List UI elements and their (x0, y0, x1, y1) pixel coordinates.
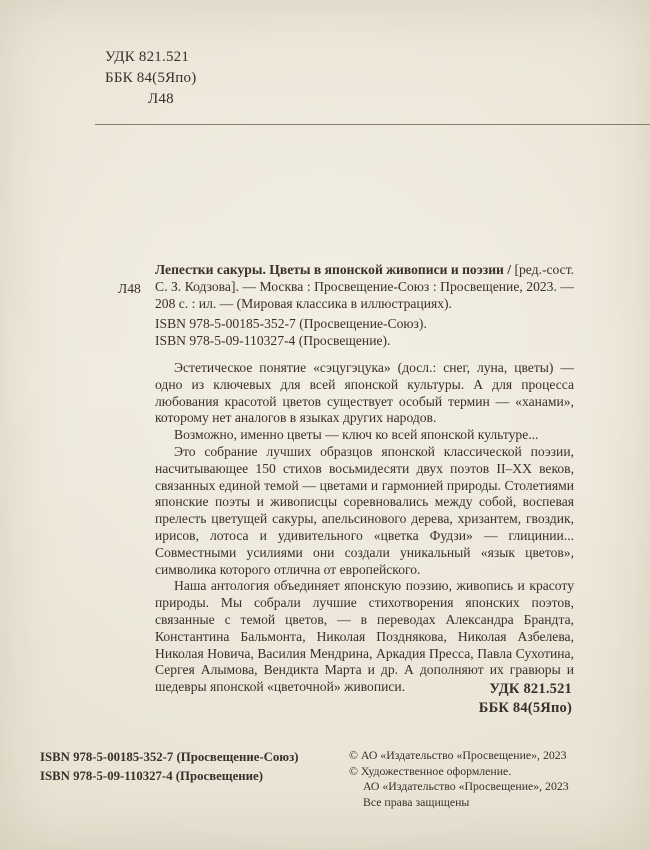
margin-author-sign: Л48 (118, 281, 141, 296)
main-text-column (155, 262, 574, 696)
footer-isbn-line-1: ISBN 978-5-00185-352-7 (Просвещение-Союз) (40, 750, 299, 764)
isbn-line-1: ISBN 978-5-00185-352-7 (Просвещение-Союз). (155, 316, 427, 332)
isbn-block (155, 316, 574, 350)
copyright-line-1: © АО «Издательство «Просвещение», 2023 (349, 748, 567, 762)
divider-line (95, 124, 650, 125)
bibliographic-entry (155, 262, 574, 312)
isbn-line-2: ISBN 978-5-09-110327-4 (Просвещение). (155, 333, 391, 349)
bbk-code-top: ББК 84(5Япо) (105, 70, 197, 86)
copyright-line-4: Все права защищены (363, 794, 470, 809)
copyright-line-3: АО «Издательство «Просвещение», 2023 (363, 779, 569, 793)
annotation-paragraph: Это собрание лучших образцов японской классической поэзии, насчитывающее 150 стихов восьмидесяти двух поэтов II–XX веков, связанных единой темой — цветами и гармонией природы. Столетиями японские поэты и живописцы соревновались между собой, воспевая прелесть цветущей сакуры, апельсинового дерева, хризантем, гвоздик, ирисов, лотоса и удивительного «цветка Фудзи» — глицинии... Совместными усилиями они создали уникальный «язык цветов», символика которого отлична от европейского. (155, 443, 574, 577)
annotation-block (155, 360, 574, 696)
footer-isbn-line-2: ISBN 978-5-09-110327-4 (Просвещение) (40, 769, 263, 783)
footer-isbn-block (40, 748, 299, 786)
annotation-paragraph: Наша антология объединяет японскую поэзию, живопись и красоту природы. Мы собрали лучшие стихотворения японских поэтов, связанные с темой цветов, — в переводах Александра Брандта, Константина Бальмонта, Николая Позднякова, Николая Азбелева, Николая Новича, Василия Мендрина, Аркадия Пресса, Павла Сухотина, Сергея Алымова, Вендикта Марта и др. А дополняют их гравюры и шедевры японской «цветочной» живописи. (155, 578, 574, 695)
entry-description: [ред.-сост. С. З. Кодзова]. — Москва : Просвещение-Союз : Просвещение, 2023. — 208 с. : ил. — (Мировая классика в иллюстрациях). (155, 262, 575, 311)
copyright-block (349, 748, 569, 810)
classification-block-bottom (479, 680, 572, 718)
udk-code-top: УДК 821.521 (105, 49, 190, 65)
bbk-code-bottom: ББК 84(5Япо) (478, 700, 572, 716)
annotation-paragraph: Возможно, именно цветы — ключ ко всей японской культуре... (174, 427, 539, 443)
book-title: Лепестки сакуры. Цветы в японской живописи и поэзии / (155, 262, 512, 277)
author-sign-top: Л48 (148, 91, 174, 107)
annotation-paragraph: Эстетическое понятие «сэцугэцука» (досл.: снег, луна, цветы) — одно из ключевых для всей японской культуры. А для процесса любования красотой цветов существует особый термин — «ханами», которому нет аналогов в языках других народов. (155, 359, 574, 426)
copyright-line-2: © Художественное оформление. (349, 763, 512, 778)
udk-code-bottom: УДК 821.521 (489, 681, 572, 697)
classification-block-top (105, 47, 196, 110)
